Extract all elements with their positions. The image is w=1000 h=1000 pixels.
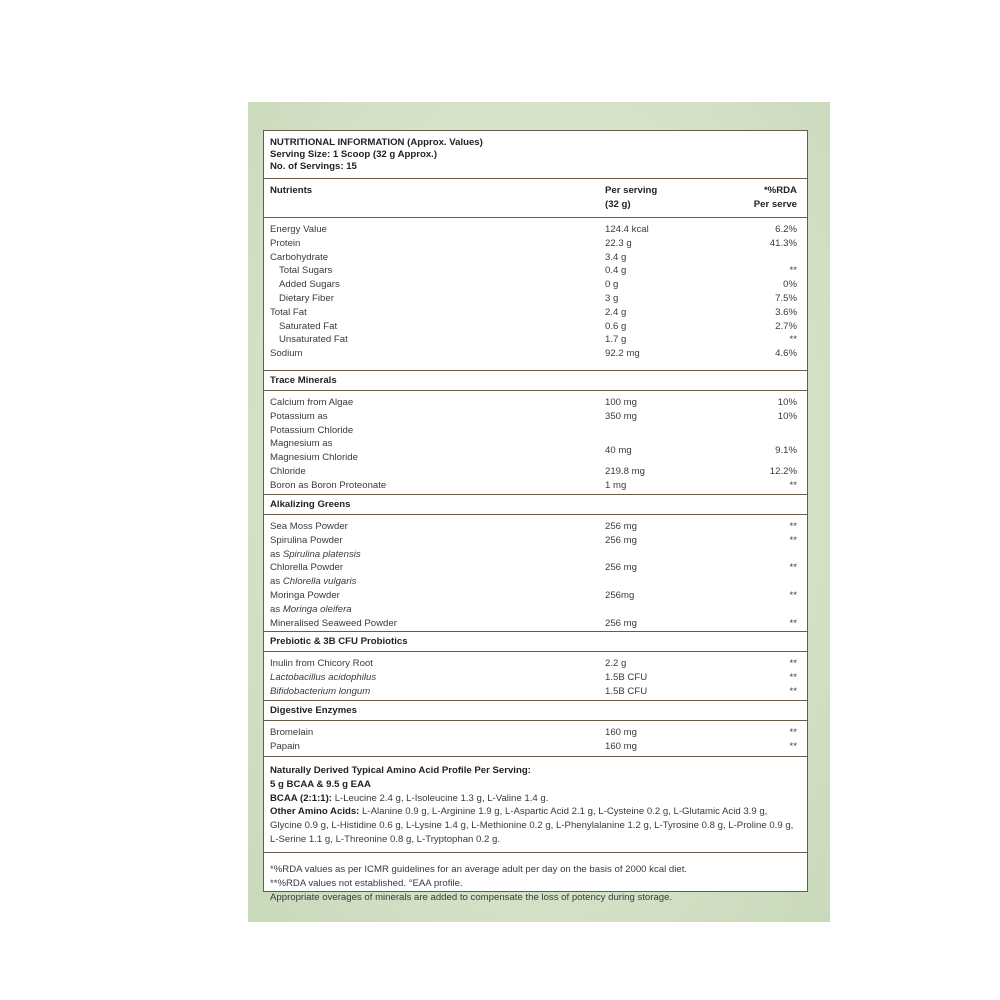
col-per-serving: Per serving [605,185,658,196]
column-headers [264,179,807,218]
table-row: Chloride 219.8 mg 12.2% [270,465,797,477]
footnote: *%RDA values as per ICMR guidelines for an average adult per day on the basis of 2000 kcal diet. [270,864,688,875]
table-row: Bromelain 160 mg ** [270,727,797,738]
col-nutrients: Nutrients [270,185,313,196]
servings-count: No. of Servings: 15 [270,161,357,172]
table-row: Inulin from Chicory Root 2.2 g ** [270,658,797,669]
table-row: as Spirulina platensis [270,548,361,560]
enzymes-section [264,721,807,757]
label-title: NUTRITIONAL INFORMATION (Approx. Values) [270,137,483,148]
bcaa-line: BCAA (2:1:1): L-Leucine 2.4 g, L-Isoleucine 1.3 g, L-Valine 1.4 g. [270,792,549,804]
serving-size: Serving Size: 1 Scoop (32 g Approx.) [270,149,438,160]
table-row: Spirulina Powder 256 mg ** [270,534,797,546]
table-row: Bifidobacterium longum 1.5B CFU ** [270,685,797,697]
amino-title: Naturally Derived Typical Amino Acid Profile Per Serving: [270,765,531,776]
nutrition-label [263,130,808,903]
table-row: Energy Value 124.4 kcal 6.2% [270,224,797,235]
table-row: Papain 160 mg ** [270,740,797,752]
table-row: Mineralised Seaweed Powder 256 mg ** [270,617,797,629]
col-per-serving-unit: (32 g) [605,198,631,210]
table-row: Total Sugars 0.4 g ** [279,265,797,277]
table-row: Potassium Chloride [270,424,354,436]
table-row: Sea Moss Powder 256 mg ** [270,521,797,532]
table-row: Magnesium as 40 mg 9.1% [270,438,797,457]
table-row: Carbohydrate 3.4 g [270,251,627,263]
table-row: as Moringa oleifera [270,603,352,615]
table-row: Unsaturated Fat 1.7 g ** [279,334,797,346]
footnote: Appropriate overages of minerals are added to compensate the loss of potency during storage. [270,891,673,903]
table-row: Protein 22.3 g 41.3% [270,237,797,249]
amino-sub: 5 g BCAA & 9.5 g EAA [270,778,371,790]
table-row: as Chlorella vulgaris [270,576,357,588]
table-row: Moringa Powder 256mg ** [270,589,797,601]
other-amino-line: Other Amino Acids: L-Alanine 0.9 g, L-Arginine 1.9 g, L-Aspartic Acid 2.1 g, L-Cysteine 0.2 g, L-Glutamic Acid 3.9 g, Glycine 0.9 g, L-Histidine 0.6 g, L-Lysine 1.4 g, L-Methionine 0.2 g, L-Phenylalanine 1.2 g, L-Tyrosine 0.8 g, L-Proline 0.9 g, L-Serine 1.1 g, L-Threonine 0.8 g, L-Tryptophan 0.2 g. [270,806,794,845]
greens-section [264,515,807,632]
table-row: Potassium as 350 mg 10% [270,410,797,422]
table-row: Saturated Fat 0.6 g 2.7% [279,320,797,332]
table-row: Lactobacillus acidophilus 1.5B CFU ** [270,671,797,683]
col-rda: *%RDA [763,185,797,196]
amino-acid-section [264,757,807,853]
nutrients-section [264,218,807,371]
table-row: Calcium from Algae 100 mg 10% [270,397,797,408]
col-rda-sub: Per serve [753,198,797,210]
table-row: Dietary Fiber 3 g 7.5% [279,292,797,304]
trace-minerals-section [264,391,807,495]
enzymes-heading: Digestive Enzymes [264,701,807,721]
table-row: Total Fat 2.4 g 3.6% [270,306,797,318]
table-row: Sodium 92.2 mg 4.6% [270,348,797,360]
label-header [264,131,807,179]
table-row: Chlorella Powder 256 mg ** [270,562,797,574]
footnote: **%RDA values not established. °EAA profile. [270,877,463,889]
table-row: Added Sugars 0 g 0% [279,279,797,291]
footnotes [264,853,807,908]
probiotics-section [264,652,807,701]
greens-heading: Alkalizing Greens [264,495,807,515]
table-row: Magnesium Chloride [270,452,358,464]
table-row: Boron as Boron Proteonate 1 mg ** [270,479,797,491]
trace-minerals-heading: Trace Minerals [264,371,807,391]
probiotics-heading: Prebiotic & 3B CFU Probiotics [264,632,807,652]
